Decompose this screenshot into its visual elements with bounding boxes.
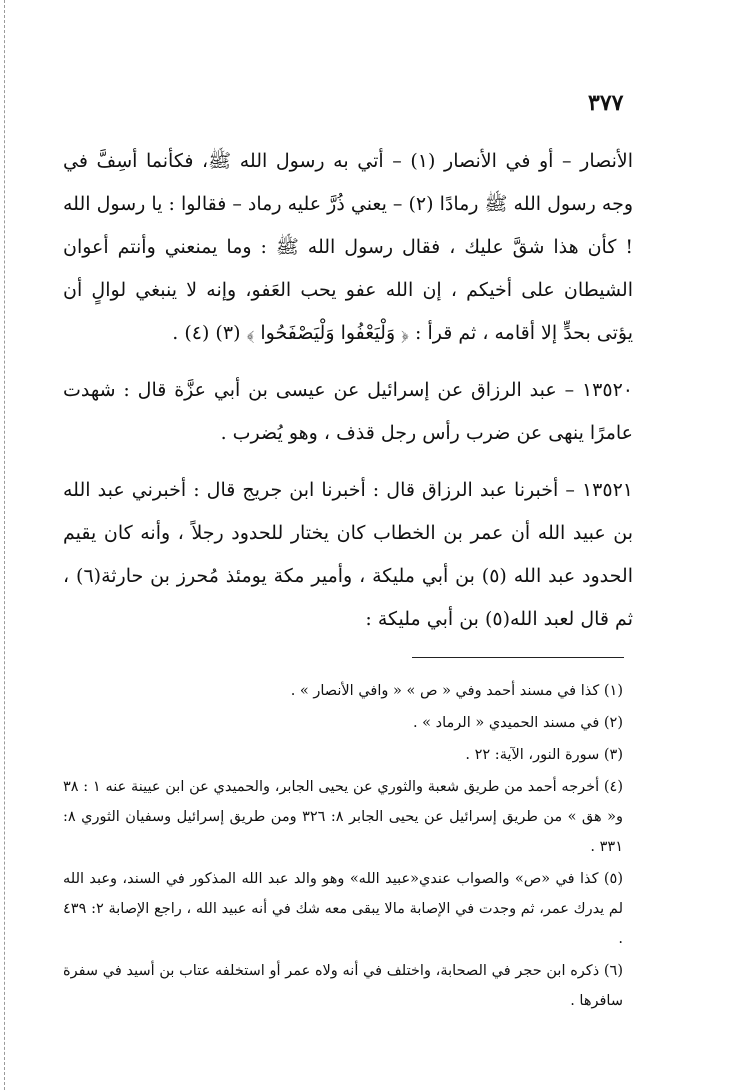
footnote-6: (٦) ذكره ابن حجر في الصحابة، واختلف في أنه ولاه عمر أو استخلفه عتاب بن أسيد في سفرة سافرها . — [63, 963, 623, 1009]
footnote-separator — [412, 657, 624, 658]
page-number: ٣٧٧ — [588, 90, 624, 116]
footnotes-block — [63, 676, 623, 1016]
footnote-4: (٤) أخرجه أحمد من طريق شعبة والثوري عن يحيى الجابر، والحميدي عن ابن عيينة عنه ١ : ٣٨ و« هق » من طريق إسرائيل عن يحيى الجابر ٨: ٣٢٦ ومن طريق إسرائيل وسفيان الثوري ٨: ٣٣١ . — [63, 779, 624, 855]
footnote-2: (٢) في مسند الحميدي « الرماد » . — [412, 715, 623, 731]
paragraph-13521: ١٣٥٢١ – أخبرنا عبد الرزاق قال : أخبرنا ابن جريج قال : أخبرني عبد الله بن عبيد الله أن عمر بن الخطاب كان يختار للحدود رجلاً ، وأنه كان يقيم الحدود عبد الله (٥) بن أبي مليكة ، وأمير مكة يومئذ مُحرز بن حارثة(٦) ، ثم قال لعبد الله(٥) بن أبي مليكة : — [63, 479, 633, 630]
footnote-3: (٣) سورة النور، الآية: ٢٢ . — [465, 747, 623, 763]
page-edge-rule — [4, 0, 5, 1090]
paragraph-13520: ١٣٥٢٠ – عبد الرزاق عن إسرائيل عن عيسى بن أبي عزَّة قال : شهدت عامرًا ينهى عن ضرب رأس رجل قذف ، وهو يُضرب . — [63, 379, 633, 444]
paragraph-hadith-continuation: الأنصار – أو في الأنصار (١) – أتي به رسول الله ﷺ، فكأنما أسِفَّ في وجه رسول الله ﷺ رمادًا (٢) – يعني ذُرَّ عليه رماد – فقالوا : يا رسول الله ! كأن هذا شقَّ عليك ، فقال رسول الله ﷺ : وما يمنعني وأنتم أعوان الشيطان على أخيكم ، إن الله عفو يحب العَفو، وإنه لا ينبغي لوالٍ أن يؤتى بحدٍّ إلا أقامه ، ثم قرأ : ﴿ وَلْيَعْفُوا وَلْيَصْفَحُوا ﴾ (٣) (٤) . — [63, 150, 634, 344]
footnote-5: (٥) كذا في «ص» والصواب عندي«عبيد الله» وهو والد عبد الله المذكور في السند، وعبد الله لم يدرك عمر، ثم وجدت في الإصابة مالا يبقى معه شك في أنه عبيد الله ، راجع الإصابة ٢: ٤٣٩ . — [63, 871, 623, 947]
footnote-1: (١) كذا في مسند أحمد وفي « ص » « وافي الأنصار » . — [290, 683, 623, 699]
main-text-block — [63, 140, 633, 641]
